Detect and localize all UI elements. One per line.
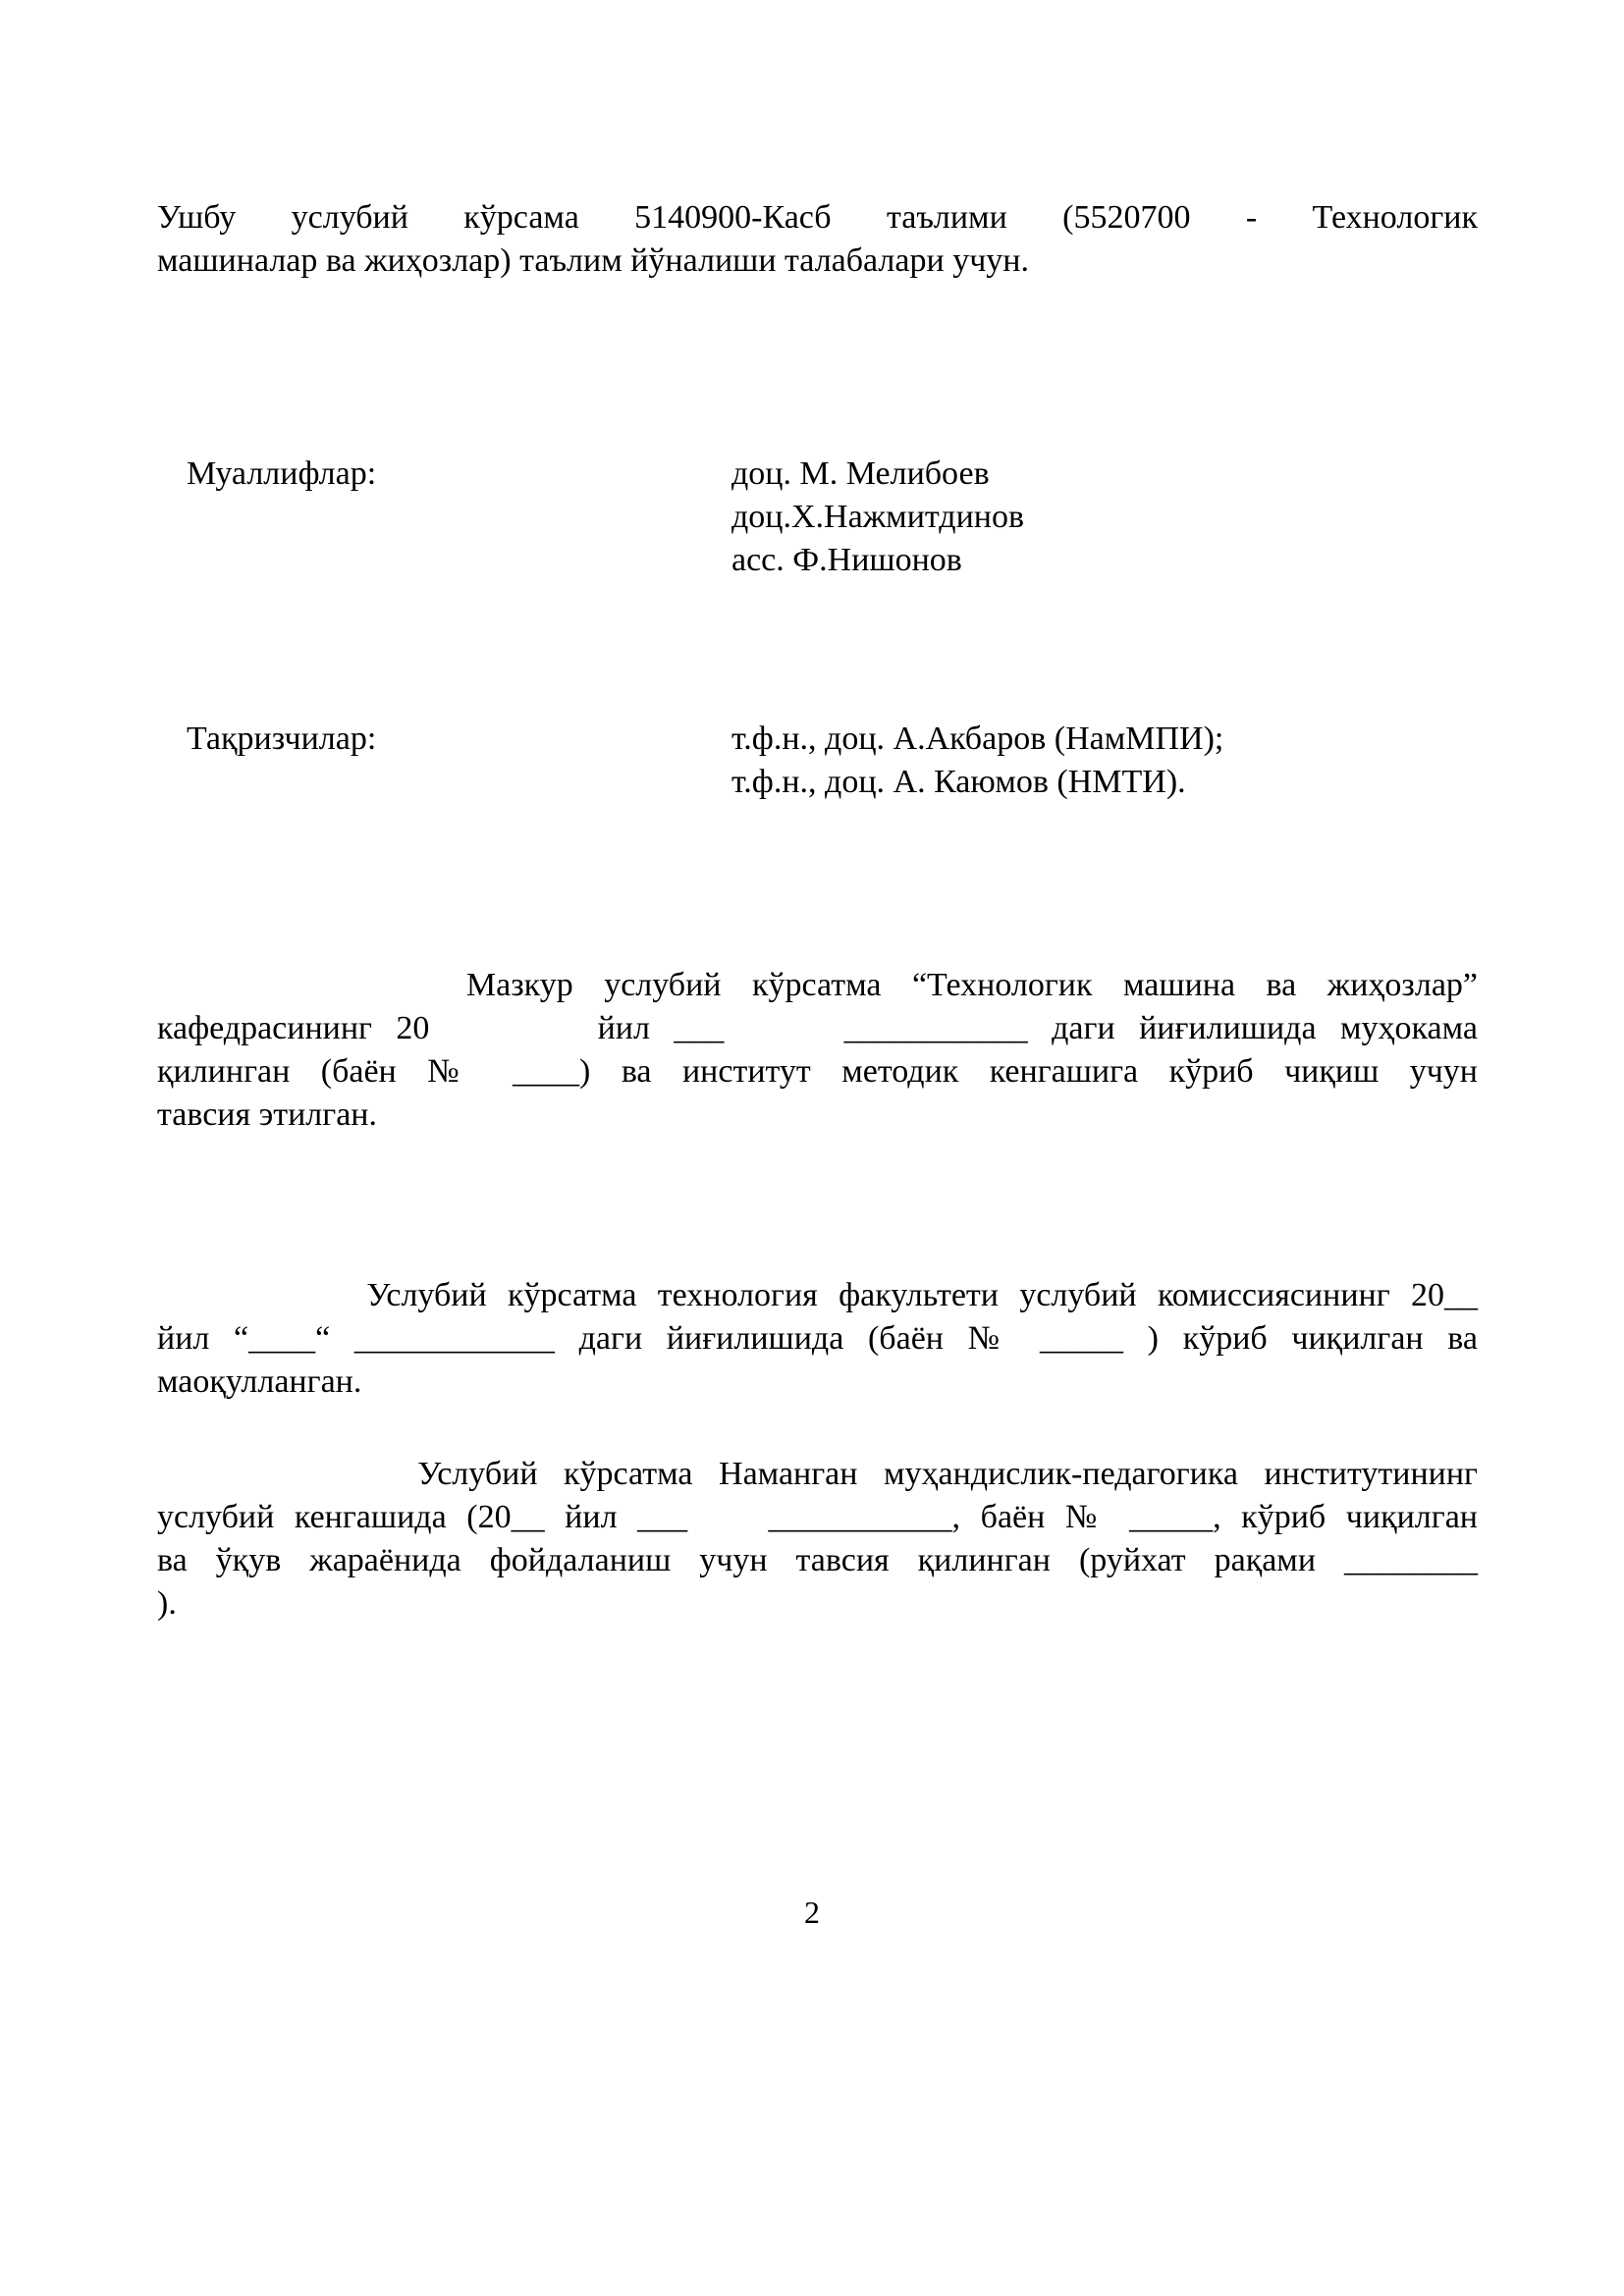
reviewer-name: т.ф.н., доц. А.Акбаров (НамМПИ); bbox=[731, 721, 1224, 757]
institute-line: услубий кенгашида (20__ йил ___ ___________, баён № _____, кўриб чиқилган bbox=[157, 1499, 1478, 1535]
department-line: тавсия этилган. bbox=[157, 1096, 377, 1133]
intro-line: машиналар ва жиҳозлар) таълим йўналиши талабалари учун. bbox=[157, 242, 1029, 279]
faculty-line: йил “____“ ____________ даги йиғилишида (баён № _____ ) кўриб чиқилган ва bbox=[157, 1320, 1478, 1357]
department-line: Мазкур услубий кўрсатма “Технологик машина ва жиҳозлар” bbox=[157, 967, 1478, 1003]
department-line: қилинган (баён № ____) ва институт методик кенгашига кўриб чиқиш учун bbox=[157, 1053, 1478, 1090]
institute-line: ва ўқув жараёнида фойдаланиш учун тавсия қилинган (руйхат рақами ________ bbox=[157, 1542, 1478, 1578]
reviewers-label: Тақризчилар: bbox=[187, 721, 377, 757]
institute-approval-paragraph bbox=[157, 1453, 1478, 1626]
intro-line: Ушбу услубий кўрсама 5140900-Касб таълими (5520700 - Технологик bbox=[157, 199, 1478, 236]
author-name: доц.Х.Нажмитдинов bbox=[731, 499, 1025, 535]
authors-label: Муаллифлар: bbox=[187, 455, 377, 492]
author-name: доц. М. Мелибоев bbox=[731, 455, 990, 492]
institute-line: Услубий кўрсатма Наманган муҳандислик-педагогика институтининг bbox=[157, 1456, 1478, 1492]
department-line: кафедрасининг 20 йил ___ ___________ даги йиғилишида муҳокама bbox=[157, 1010, 1478, 1046]
faculty-line: маоқулланган. bbox=[157, 1363, 362, 1400]
reviewer-name: т.ф.н., доц. А. Каюмов (НМТИ). bbox=[731, 764, 1186, 800]
authors-list bbox=[731, 453, 1024, 582]
faculty-line: Услубий кўрсатма технология факультети услубий комиссиясининг 20__ bbox=[157, 1277, 1478, 1313]
institute-line: ). bbox=[157, 1585, 177, 1622]
faculty-approval-paragraph bbox=[157, 1274, 1478, 1404]
author-name: асс. Ф.Нишонов bbox=[731, 542, 962, 578]
reviewers-list bbox=[731, 718, 1223, 804]
intro-paragraph bbox=[157, 196, 1478, 283]
page-number: 2 bbox=[804, 1895, 820, 1930]
department-approval-paragraph bbox=[157, 964, 1478, 1137]
